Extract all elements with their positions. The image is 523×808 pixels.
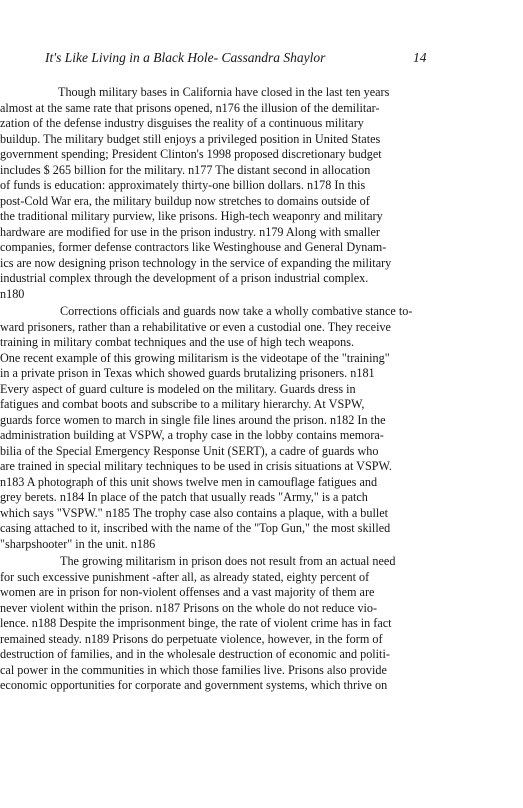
text-line: for such excessive punishment -after all, as already stated, eighty percent of bbox=[0, 569, 370, 584]
text-line: Every aspect of guard culture is modeled on the military. Guards dress in bbox=[0, 381, 356, 396]
text-line: economic opportunities for corporate and government systems, which thrive on bbox=[0, 678, 388, 692]
text-line: guards force women to march in single file lines around the prison. n182 In the bbox=[0, 412, 386, 427]
text-line: which says "VSPW." n185 The trophy case also contains a plaque, with a bullet bbox=[0, 505, 389, 520]
text-line: ward prisoners, rather than a rehabilitative or even a custodial one. They receive bbox=[0, 319, 391, 334]
text-line: of funds is education: approximately thirty-one billion dollars. n178 In this bbox=[0, 178, 366, 192]
text-line: women are in prison for non-violent offenses and a vast majority of them are bbox=[0, 585, 375, 599]
text-line: almost at the same rate that prisons opened, n176 the illusion of the demilitar- bbox=[0, 100, 380, 115]
text-line: includes $ 265 billion for the military. n177 The distant second in allocation bbox=[0, 162, 371, 177]
text-line: One recent example of this growing militarism is the videotape of the "training" bbox=[0, 350, 390, 365]
running-title: It's Like Living in a Black Hole- Cassandra Shaylor bbox=[45, 50, 326, 65]
text-line: Corrections officials and guards now take a wholly combative stance to- bbox=[60, 304, 413, 318]
body-text bbox=[0, 85, 468, 694]
text-line: are trained in special military techniques to be used in crisis situations at VSPW. bbox=[0, 459, 392, 473]
page-number: 14 bbox=[413, 50, 427, 65]
text-line: n180 bbox=[0, 286, 25, 301]
text-line: never violent within the prison. n187 Prisons on the whole do not reduce vio- bbox=[0, 600, 378, 615]
text-line: lence. n188 Despite the imprisonment binge, the rate of violent crime has in fact bbox=[0, 616, 392, 630]
text-line: cal power in the communities in which those families live. Prisons also provide bbox=[0, 662, 387, 677]
paragraph bbox=[0, 85, 468, 302]
text-line: "sharpshooter" in the unit. n186 bbox=[0, 536, 156, 551]
text-line: the traditional military purview, like prisons. High-tech weaponry and military bbox=[0, 209, 383, 223]
text-line: n183 A photograph of this unit shows twelve men in camouflage fatigues and bbox=[0, 474, 378, 489]
paragraph bbox=[0, 304, 468, 552]
text-line: Though military bases in California have closed in the last ten years bbox=[58, 85, 390, 99]
text-line: industrial complex through the development of a prison industrial complex. bbox=[0, 271, 369, 285]
text-line: ics are now designing prison technology in the service of expanding the military bbox=[0, 255, 392, 270]
text-line: post-Cold War era, the military buildup now stretches to domains outside of bbox=[0, 193, 370, 208]
text-line: casing attached to it, inscribed with the name of the "Top Gun," the most skilled bbox=[0, 521, 391, 535]
text-line: buildup. The military budget still enjoys a privileged position in United States bbox=[0, 131, 381, 146]
text-line: training in military combat techniques and the use of high tech weapons. bbox=[0, 335, 355, 349]
text-line: government spending; President Clinton's 1998 proposed discretionary budget bbox=[0, 147, 382, 161]
text-line: administration building at VSPW, a trophy case in the lobby contains memora- bbox=[0, 428, 384, 442]
text-line: companies, former defense contractors like Westinghouse and General Dynam- bbox=[0, 240, 387, 254]
text-line: in a private prison in Texas which showed guards brutalizing prisoners. n181 bbox=[0, 366, 375, 380]
text-line: The growing militarism in prison does not result from an actual need bbox=[60, 554, 396, 568]
text-line: zation of the defense industry disguises the reality of a continuous military bbox=[0, 116, 364, 130]
text-line: grey berets. n184 In place of the patch that usually reads "Army," is a patch bbox=[0, 490, 368, 504]
text-line: destruction of families, and in the wholesale destruction of economic and politi- bbox=[0, 647, 390, 661]
paragraph bbox=[0, 554, 468, 694]
running-header bbox=[0, 50, 523, 70]
text-line: bilia of the Special Emergency Response Unit (SERT), a cadre of guards who bbox=[0, 443, 379, 458]
text-line: hardware are modified for use in the prison industry. n179 Along with smaller bbox=[0, 224, 380, 239]
text-line: remained steady. n189 Prisons do perpetuate violence, however, in the form of bbox=[0, 631, 383, 646]
text-line: fatigues and combat boots and subscribe to a military hierarchy. At VSPW, bbox=[0, 397, 365, 411]
